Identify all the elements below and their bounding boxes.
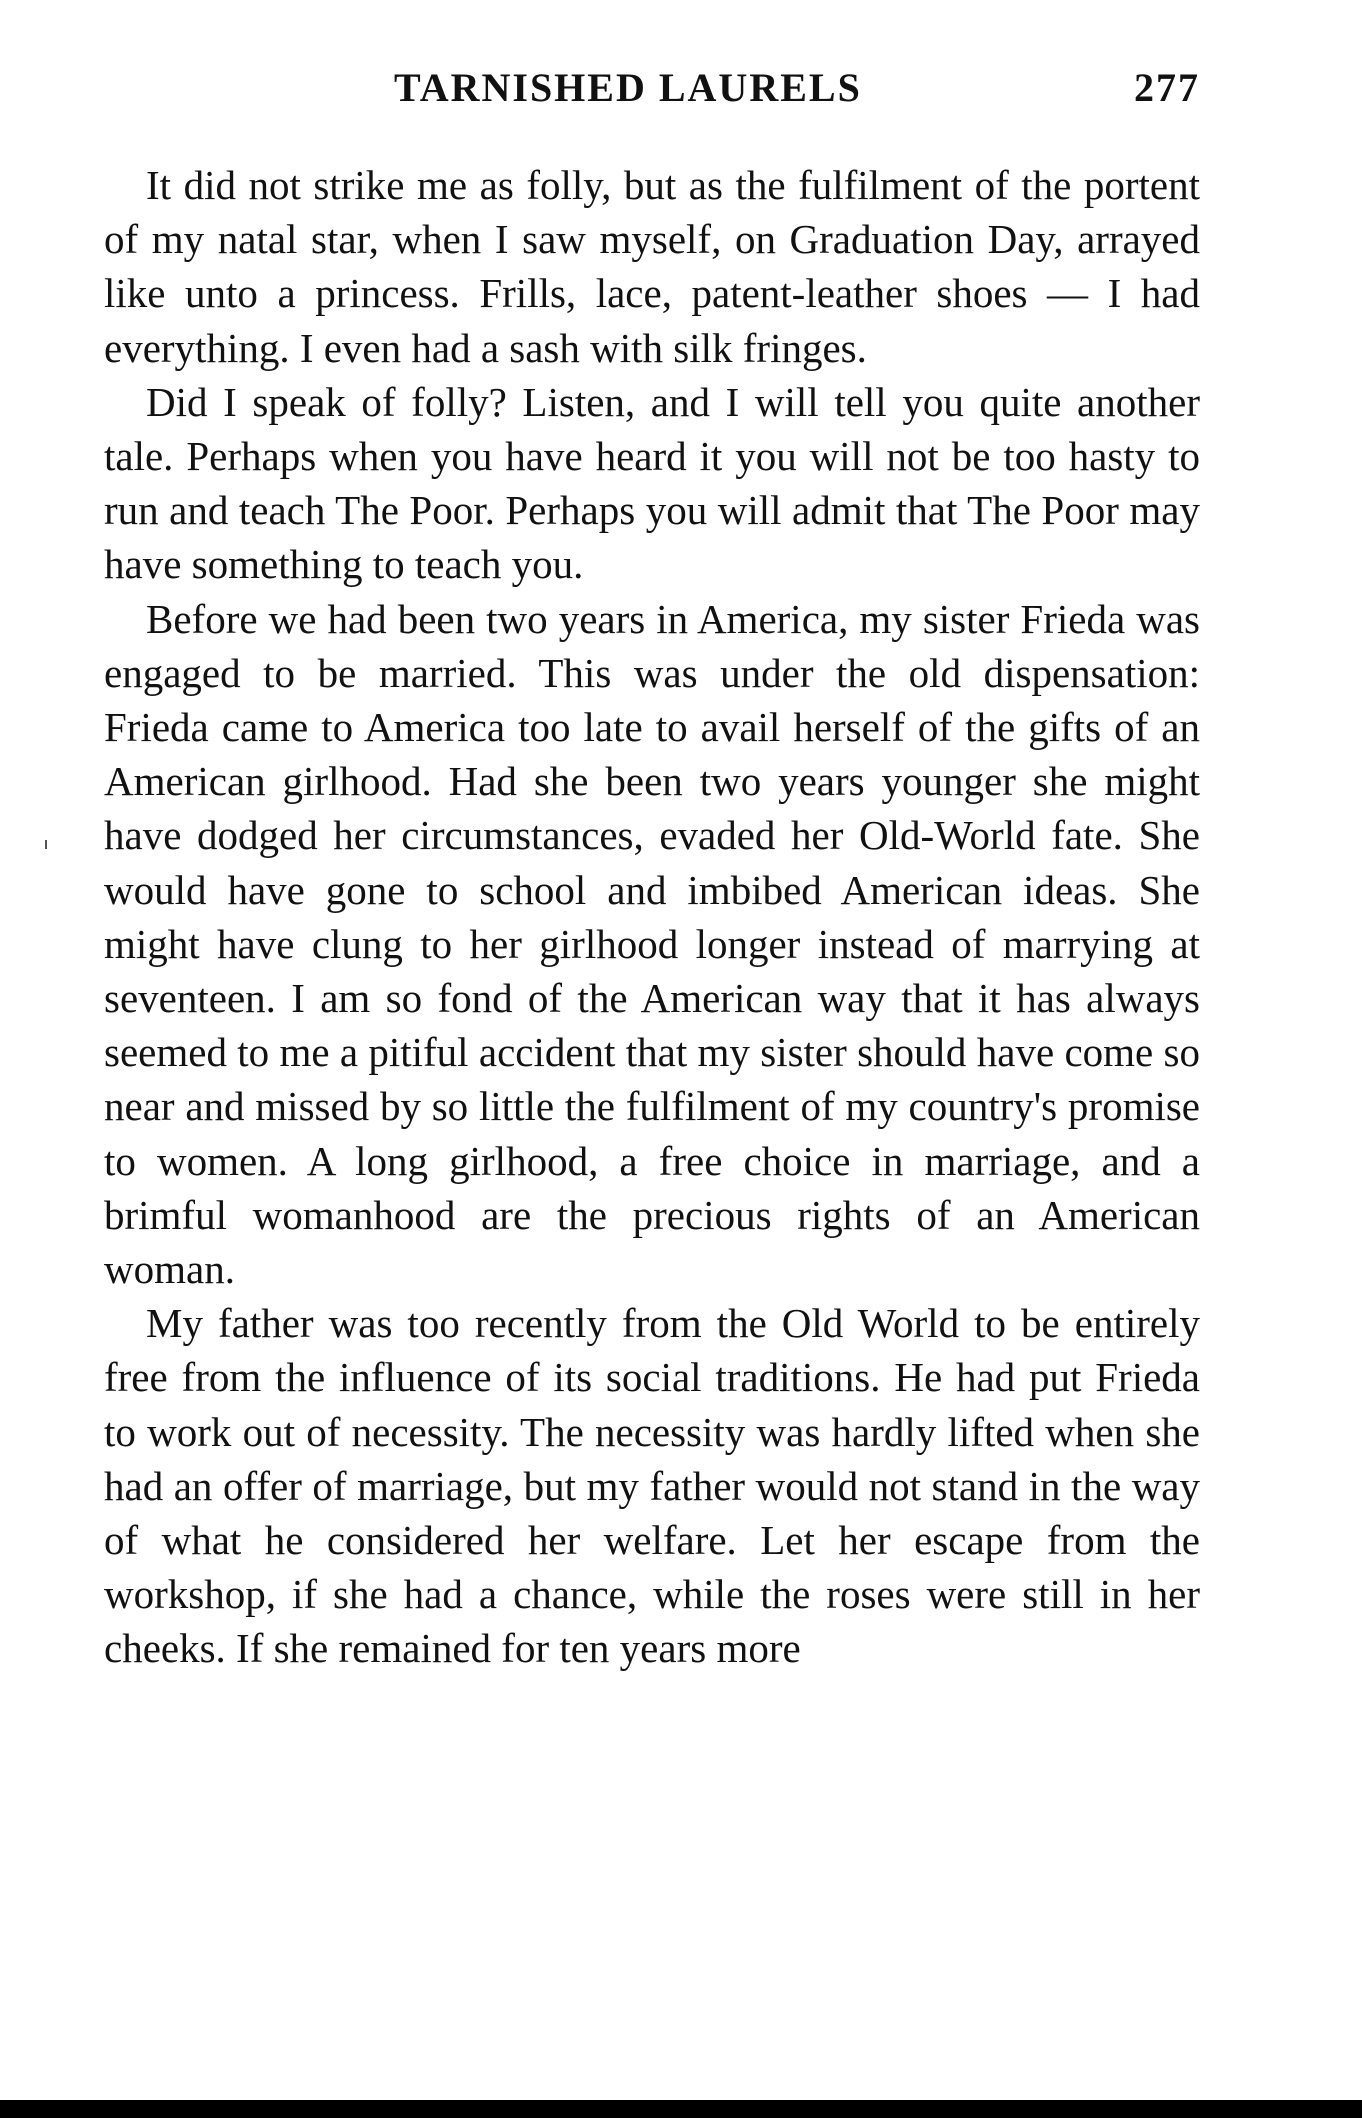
running-title: TARNISHED LAURELS: [394, 65, 862, 110]
book-page: [104, 64, 1200, 1676]
paragraph: Before we had been two years in America, my sister Frieda was engaged to be married. This was under the old dispensation: Frieda came to America too late to avail herself of the gifts of an American girlhood. Had she been two years younger she might have dodged her circumstances, evaded her Old-World fate. She would have gone to school and imbibed American ideas. She might have clung to her girlhood longer instead of marrying at seventeen. I am so fond of the American way that it has always seemed to me a pitiful accident that my sister should have come so near and missed by so little the fulfilment of my country's promise to women. A long girlhood, a free choice in marriage, and a brimful womanhood are the precious rights of an American woman.: [104, 595, 1200, 1293]
body-text: [104, 158, 1200, 1676]
scan-speck: [45, 840, 47, 849]
paragraph: Did I speak of folly? Listen, and I will tell you quite another tale. Perhaps when you have heard it you will not be too hasty to run and teach The Poor. Perhaps you will admit that The Poor may have something to teach you.: [104, 378, 1200, 588]
scan-bottom-edge: [0, 2100, 1362, 2118]
running-head: [104, 64, 1200, 120]
paragraph: My father was too recently from the Old World to be entirely free from the influence of its social traditions. He had put Frieda to work out of necessity. The necessity was hardly lifted when she had an offer of marriage, but my father would not stand in the way of what he considered her welfare. Let her escape from the workshop, if she had a chance, while the roses were still in her cheeks. If she remained for ten years more: [104, 1300, 1200, 1672]
page-number: 277: [1134, 65, 1200, 110]
paragraph: It did not strike me as folly, but as the fulfilment of the portent of my natal star, when I saw myself, on Graduation Day, arrayed like unto a princess. Frills, lace, patent-leather shoes — I had everything. I even had a sash with silk fringes.: [104, 162, 1200, 371]
